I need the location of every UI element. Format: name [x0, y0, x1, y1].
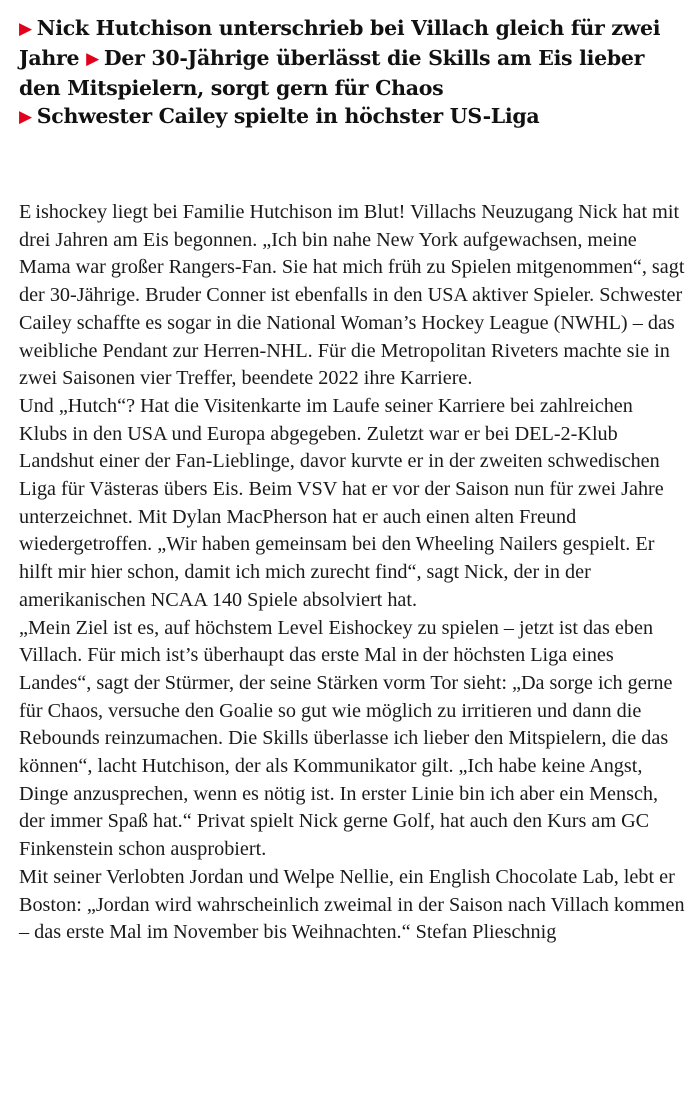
highlight-text: Der 30-Jährige überlässt die Skills am Eis lieber den Mitspielern, sorgt gern für Chaos: [19, 46, 645, 100]
article-highlights: [19, 14, 685, 132]
highlight-text: Schwester Cailey spielte in höchster US-Liga: [36, 104, 540, 128]
paragraph: [19, 615, 685, 864]
paragraph-text: Mit seiner Verlobten Jordan und Welpe Nellie, ein English Chocolate Lab, lebt er Boston: „Jordan wird wahrscheinlich zweimal in der Saison nach Villach kommen – das erste Mal im November bis Weihnachten.“: [19, 865, 685, 944]
paragraph-text: „Mein Ziel ist es, auf höchstem Level Eishockey zu spielen – jetzt ist das eben Villach. Für mich ist’s überhaupt das erste Mal in der höchsten Liga eines Landes“, sagt der Stürmer, der seine Stärken vorm Tor sieht: „Da sorge ich gerne für Chaos, versuche den Goalie so gut wie möglich zu irritieren und dann die Rebounds reinzumachen. Die Skills überlasse ich lieber den Mitspielern, die das können“, lacht Hutchison, der als Kommunikator gilt. „Ich habe keine Angst, Dinge anzusprechen, wenn es nötig ist. In erster Linie bin ich aber ein Mensch, der immer Spaß hat.“ Privat spielt Nick gerne Golf, hat auch den Kurs am GC Finkenstein schon ausprobiert.: [19, 616, 673, 861]
paragraph-text: ishockey liegt bei Familie Hutchison im Blut! Villachs Neuzugang Nick hat mit drei Jahren am Eis begonnen. „Ich bin nahe New York aufgewachsen, meine Mama war großer Rangers-Fan. Sie hat mich früh zu Spielen mitgenommen“, sagt der 30-Jährige. Bruder Conner ist ebenfalls in den USA aktiver Spieler. Schwester Cailey schaffte es sogar in die National Woman’s Hockey League (NWHL) – das weibliche Pendant zur Herren-NHL. Für die Metropolitan Riveters machte sie in zwei Saisonen vier Treffer, beendete 2022 ihre Karriere.: [19, 201, 685, 390]
article: [19, 14, 685, 947]
paragraph: [19, 393, 685, 615]
author-name: Stefan Plieschnig: [415, 921, 557, 944]
article-body: [19, 199, 685, 947]
arrow-right-icon: ▶: [19, 19, 32, 39]
highlight-text: Nick Hutchison unterschrieb bei Villach gleich für zwei Jahre: [19, 16, 661, 70]
initial-letter: E: [19, 201, 32, 223]
arrow-right-icon: ▶: [19, 107, 32, 127]
paragraph: [19, 199, 685, 393]
paragraph: [19, 864, 685, 947]
paragraph-text: Und „Hutch“? Hat die Visitenkarte im Laufe seiner Karriere bei zahlreichen Klubs in den USA und Europa abgegeben. Zuletzt war er bei DEL-2-Klub Landshut einer der Fan-Lieblinge, davor kurvte er in der zweiten schwedischen Liga für Västeras übers Eis. Beim VSV hat er vor der Saison nun für zwei Jahre unterzeichnet. Mit Dylan MacPherson hat er auch einen alten Freund wiedergetroffen. „Wir haben gemeinsam bei den Wheeling Nailers gespielt. Er hilft mir hier schon, damit ich mich zurecht find“, sagt Nick, der in der amerikanischen NCAA 140 Spiele absolviert hat.: [19, 394, 664, 611]
arrow-right-icon: ▶: [86, 49, 99, 69]
